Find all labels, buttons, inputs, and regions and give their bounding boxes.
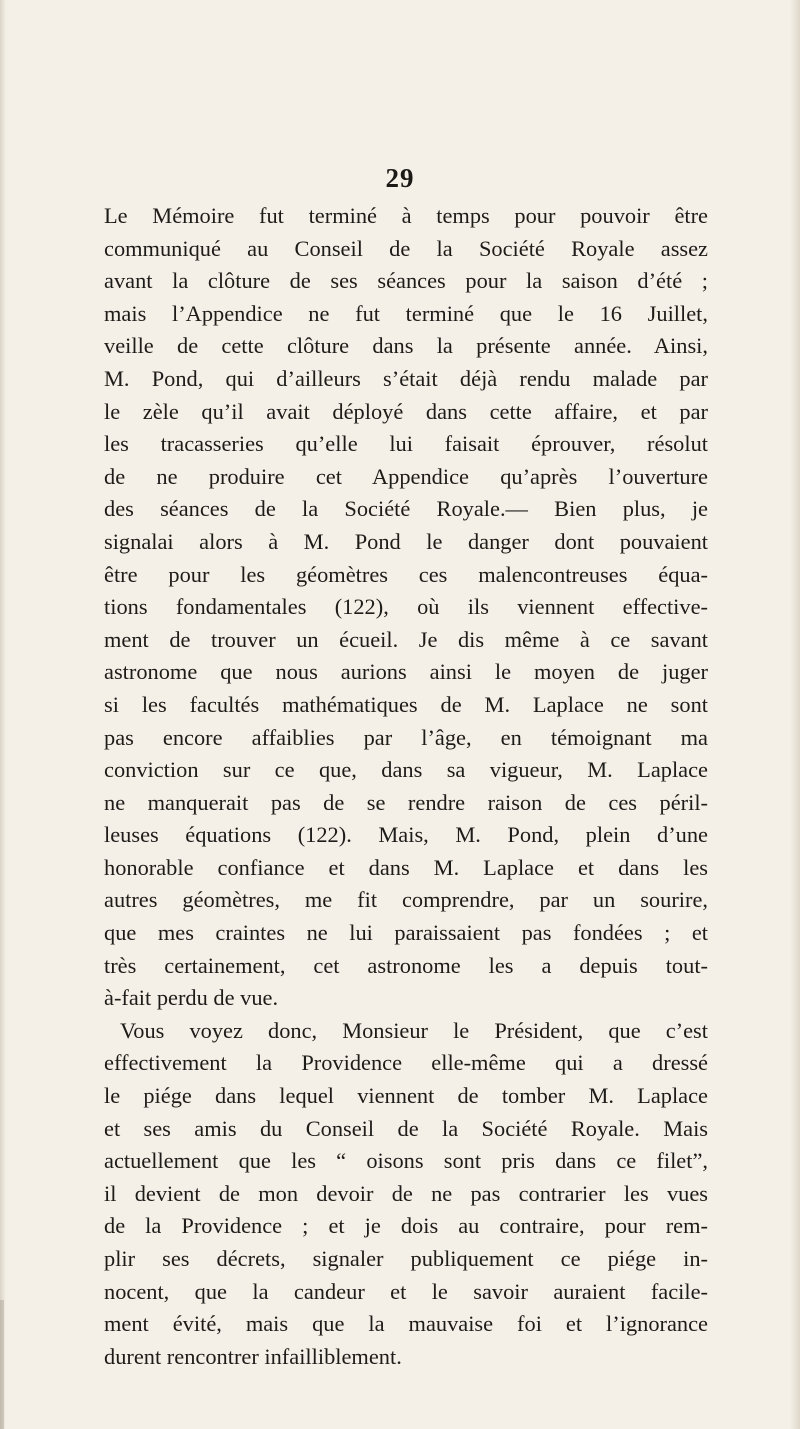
text-line: très certainement, cet astronome les a depuis tout- — [104, 952, 708, 978]
text-line: pas encore affaiblies par l’âge, en témoignant ma — [104, 724, 708, 750]
text-line: ment évité, mais que la mauvaise foi et l’ignorance — [104, 1311, 708, 1337]
text-line: avant la clôture de ses séances pour la saison d’été ; — [104, 268, 708, 294]
text-line: honorable confiance et dans M. Laplace et dans les — [104, 854, 708, 880]
text-line: Vous voyez donc, Monsieur le Président, que c’est — [120, 1017, 708, 1043]
text-line: ment de trouver un écueil. Je dis même à ce savant — [104, 626, 708, 652]
text-line: ne manquerait pas de se rendre raison de ces péril- — [104, 789, 708, 815]
text-line: de la Providence ; et je dois au contraire, pour rem- — [104, 1213, 708, 1239]
text-line: le piége dans lequel viennent de tomber M. Laplace — [104, 1083, 708, 1109]
text-line: si les facultés mathématiques de M. Laplace ne sont — [104, 691, 708, 717]
text-line: astronome que nous aurions ainsi le moyen de juger — [104, 659, 708, 685]
text-line: de ne produire cet Appendice qu’après l’ouverture — [104, 463, 708, 489]
text-line: durent rencontrer infailliblement. — [104, 1343, 402, 1369]
text-line: Le Mémoire fut terminé à temps pour pouvoir être — [104, 203, 708, 228]
text-line: mais l’Appendice ne fut terminé que le 16 Juillet, — [104, 300, 708, 326]
text-line: des séances de la Société Royale.— Bien plus, je — [104, 496, 708, 522]
text-line: et ses amis du Conseil de la Société Royale. Mais — [104, 1115, 708, 1141]
text-line: autres géomètres, me fit comprendre, par un sourire, — [104, 887, 708, 913]
text-line: les tracasseries qu’elle lui faisait éprouver, résolut — [104, 431, 708, 457]
text-line: que mes craintes ne lui paraissaient pas fondées ; et — [104, 920, 708, 946]
text-line: actuellement que les “ oisons sont pris dans ce filet”, — [104, 1148, 708, 1174]
page-number: 29 — [385, 163, 415, 193]
text-line: tions fondamentales (122), où ils viennent effective- — [104, 594, 708, 620]
text-line: le zèle qu’il avait déployé dans cette affaire, et par — [104, 398, 708, 424]
text-line: signalai alors à M. Pond le danger dont pouvaient — [104, 528, 708, 554]
text-line: à-fait perdu de vue. — [104, 985, 279, 1011]
page-right-edge — [790, 0, 800, 1429]
text-line: être pour les géomètres ces malencontreuses équa- — [104, 561, 708, 587]
binding-shadow — [0, 1300, 4, 1429]
text-line: effectivement la Providence elle-même qui a dressé — [104, 1050, 708, 1076]
text-line: leuses équations (122). Mais, M. Pond, plein d’une — [104, 822, 708, 848]
text-line: nocent, que la candeur et le savoir auraient facile- — [104, 1278, 708, 1304]
page-left-edge — [0, 0, 6, 1429]
text-line: plir ses décrets, signaler publiquement ce piége in- — [104, 1246, 708, 1271]
text-line: veille de cette clôture dans la présente année. Ainsi, — [104, 333, 708, 359]
text-line: conviction sur ce que, dans sa vigueur, M. Laplace — [104, 757, 708, 783]
text-line: il devient de mon devoir de ne pas contrarier les vues — [104, 1180, 708, 1206]
text-line: M. Pond, qui d’ailleurs s’était déjà rendu malade par — [104, 365, 708, 391]
text-line: communiqué au Conseil de la Société Royale assez — [104, 235, 708, 261]
body-text — [104, 200, 708, 1373]
